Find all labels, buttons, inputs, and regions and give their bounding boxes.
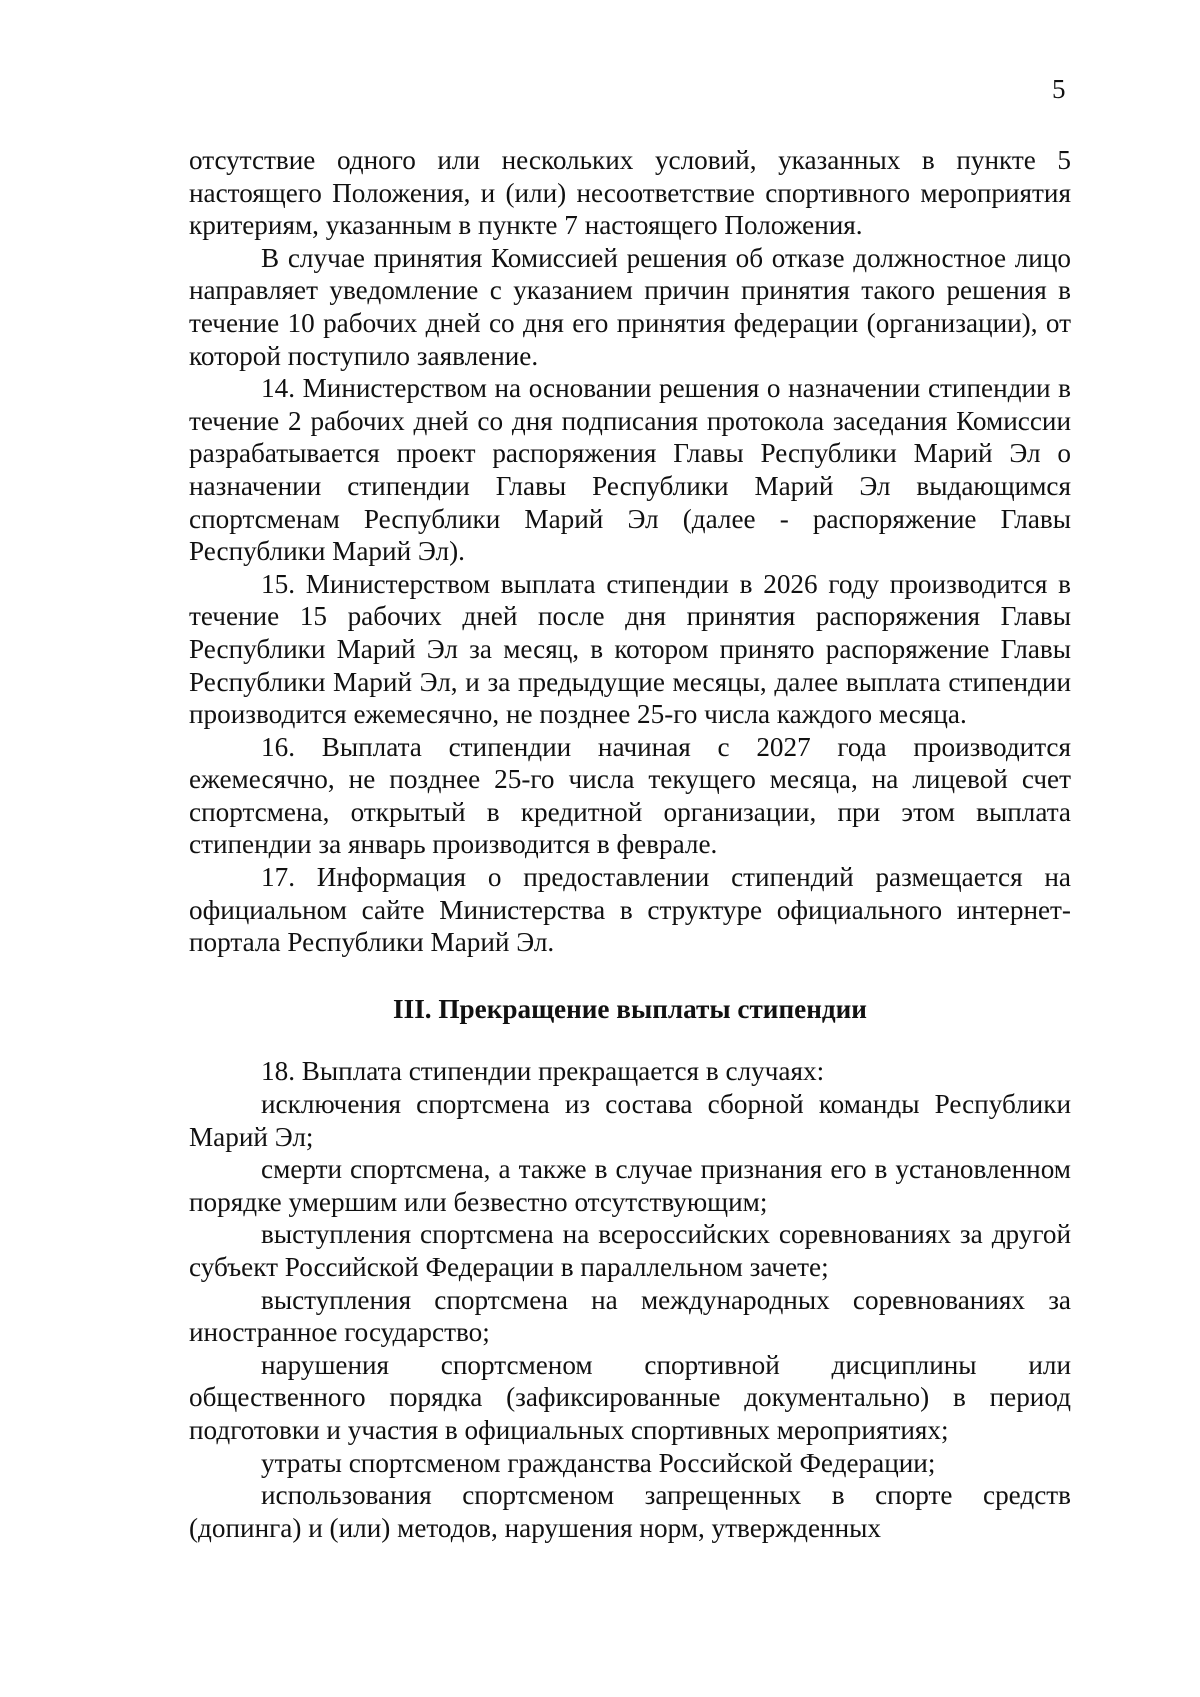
- document-body: [189, 144, 1071, 1544]
- paragraph-refusal-notice: В случае принятия Комиссией решения об отказе должностное лицо направляет уведомление с указанием причин принятия такого решения в течение 10 рабочих дней со дня его принятия федерации (организации), от которой поступило заявление.: [189, 242, 1071, 371]
- list-item-death: смерти спортсмена, а также в случае признания его в установленном порядке умершим или безвестно отсутствующим;: [189, 1154, 1071, 1217]
- paragraph-clause-15: 15. Министерством выплата стипендии в 2026 году производится в течение 15 рабочих дней после дня принятия распоряжения Главы Республики Марий Эл за месяц, в котором принято распоряжение Главы Республики Марий Эл, и за предыдущие месяцы, далее выплата стипендии производится ежемесячно, не позднее 25-го числа каждого месяца.: [189, 568, 1071, 730]
- section-heading: III. Прекращение выплаты стипендии: [393, 993, 867, 1024]
- list-item-exclusion: исключения спортсмена из состава сборной команды Республики Марий Эл;: [189, 1089, 1071, 1152]
- list-item-other-region: выступления спортсмена на всероссийских соревнованиях за другой субъект Российской Федерации в параллельном зачете;: [189, 1219, 1071, 1282]
- paragraph-continuation: отсутствие одного или нескольких условий, указанных в пункте 5 настоящего Положения, и (или) несоответствие спортивного мероприятия критериям, указанным в пункте 7 настоящего Положения.: [189, 145, 1071, 241]
- paragraph-clause-14: 14. Министерством на основании решения о назначении стипендии в течение 2 рабочих дней со дня подписания протокола заседания Комиссии разрабатывается проект распоряжения Главы Республики Марий Эл о назначении стипендии Главы Республики Марий Эл выдающимся спортсменам Республики Марий Эл (далее - распоряжение Главы Республики Марий Эл).: [189, 373, 1071, 567]
- paragraph-clause-18: 18. Выплата стипендии прекращается в случаях:: [261, 1056, 825, 1087]
- list-item-citizenship: утраты спортсменом гражданства Российской Федерации;: [261, 1447, 936, 1478]
- paragraph-clause-16: 16. Выплата стипендии начиная с 2027 года производится ежемесячно, не позднее 25-го числа текущего месяца, на лицевой счет спортсмена, открытый в кредитной организации, при этом выплата стипендии за январь производится в феврале.: [189, 731, 1071, 860]
- list-item-discipline: нарушения спортсменом спортивной дисциплины или общественного порядка (зафиксированные документально) в период подготовки и участия в официальных спортивных мероприятиях;: [189, 1349, 1071, 1445]
- list-item-foreign-state: выступления спортсмена на международных соревнованиях за иностранное государство;: [189, 1284, 1071, 1348]
- list-item-doping: использования спортсменом запрещенных в спорте средств (допинга) и (или) методов, нарушения норм, утвержденных: [189, 1480, 1071, 1543]
- paragraph-clause-17: 17. Информация о предоставлении стипендий размещается на официальном сайте Министерства в структуре официального интернет-портала Республики Марий Эл.: [189, 862, 1071, 958]
- page-number: 5: [1052, 74, 1066, 104]
